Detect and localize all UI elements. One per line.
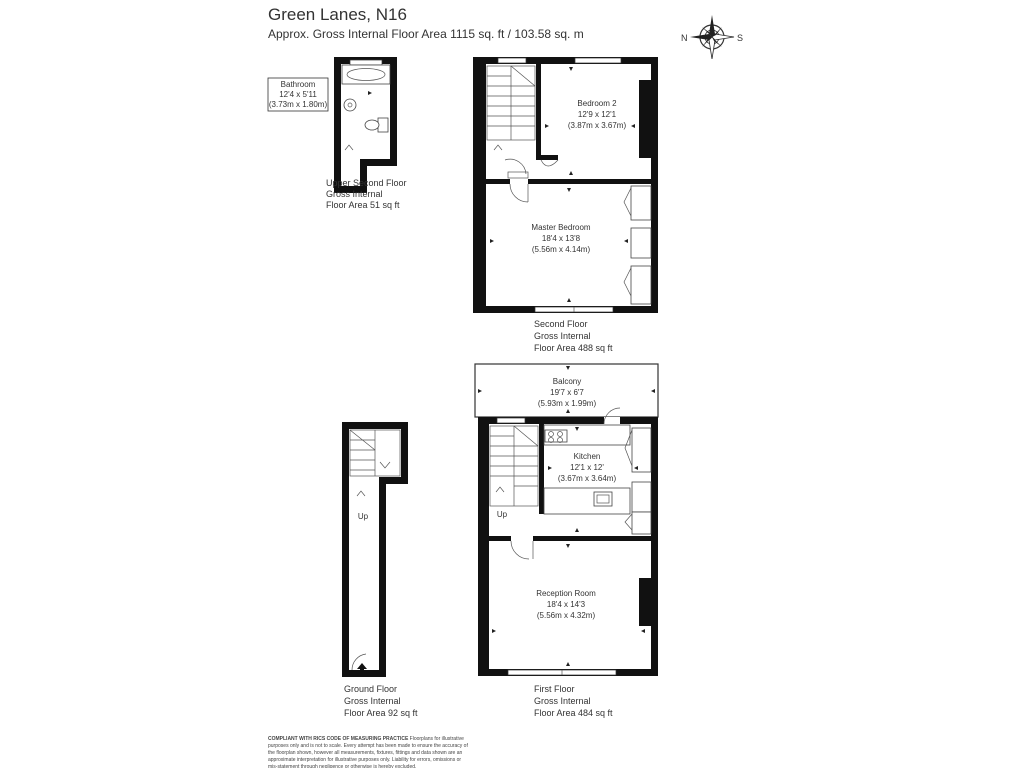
wardrobe-1 — [631, 186, 651, 220]
disclaimer-line2: purposes only and is not to scale. Every attempt has been made to ensure the accuracy of — [268, 743, 468, 749]
svg-text:COMPLIANT WITH RICS CODE OF ME — [268, 736, 464, 742]
second-floor-line2: Gross Internal — [534, 331, 591, 341]
kitchen-name: Kitchen — [573, 452, 601, 461]
chimney-breast-bedroom2 — [639, 80, 651, 158]
toilet-icon — [378, 118, 388, 132]
kitchen-metric: (3.67m x 3.64m) — [557, 474, 617, 483]
reception-imperial: 18'4 x 14'3 — [546, 600, 586, 609]
second-floor-staircase — [487, 66, 535, 150]
second-floor-outer-walls — [473, 57, 658, 313]
disclaimer-line4: approximate interpretation for illustrative purposes only. Liability for errors, omissions or — [268, 757, 462, 763]
kitchen-imperial: 12'1 x 12' — [570, 463, 604, 472]
compass-rose-icon — [681, 15, 743, 59]
disclaimer-line5: mis-statement through negligence or otherwise is hereby excluded. — [268, 764, 417, 768]
balcony-metric: (5.93m x 1.99m) — [537, 399, 597, 408]
second-floor-area: Floor Area 488 sq ft — [534, 343, 613, 353]
ground-floor-name: Ground Floor — [344, 684, 398, 694]
balcony-imperial: 19'7 x 6'7 — [550, 388, 584, 397]
bathroom-metric: (3.73m x 1.80m) — [268, 100, 328, 109]
disclaimer — [268, 736, 468, 768]
second-floor-plan — [473, 57, 658, 313]
master-bedroom-metric: (5.56m x 4.14m) — [531, 245, 591, 254]
ground-floor-area: Floor Area 92 sq ft — [344, 708, 418, 718]
bathroom-window — [350, 60, 382, 65]
bathroom-imperial: 12'4 x 5'11 — [279, 90, 317, 99]
master-bedroom-imperial: 18'4 x 13'8 — [541, 234, 581, 243]
window-top-left — [498, 58, 526, 63]
kitchen-worktop-bottom — [544, 488, 630, 514]
first-floor-name: First Floor — [534, 684, 575, 694]
upper-second-floor-plan — [334, 57, 397, 193]
disclaimer-line1: Floorplans for illustrative — [408, 736, 464, 742]
window-top-bedroom2 — [575, 58, 621, 63]
bedroom2-metric: (3.87m x 3.67m) — [567, 121, 627, 130]
balcony-name: Balcony — [552, 377, 582, 386]
first-floor-plan — [475, 364, 658, 676]
plan-subtitle: Approx. Gross Internal Floor Area 1115 sq. ft / 103.58 sq. m — [268, 27, 584, 41]
wardrobe-3 — [631, 266, 651, 304]
ground-floor-plan — [342, 422, 408, 677]
disclaimer-line3: the floorplan shown, however all measurements, fixtures, fittings and data shown are an — [268, 750, 463, 756]
bathroom-name: Bathroom — [280, 80, 316, 89]
compass-north-label: N — [681, 33, 688, 43]
bedroom2-name: Bedroom 2 — [577, 99, 617, 108]
ground-floor-up-label: Up — [357, 512, 369, 521]
wardrobe-2 — [631, 228, 651, 258]
bedroom2-imperial: 12'9 x 12'1 — [577, 110, 617, 119]
reception-name: Reception Room — [536, 589, 596, 598]
first-floor-staircase — [490, 426, 538, 506]
compass-south-label: S — [737, 33, 744, 43]
upper-second-floor-line2: Gross Internal — [326, 189, 383, 199]
first-floor-line2: Gross Internal — [534, 696, 591, 706]
upper-second-floor-name: Upper Second Floor — [326, 178, 407, 188]
disclaimer-heading: COMPLIANT WITH RICS CODE OF MEASURING PRACTICE — [268, 736, 409, 742]
first-floor-up-label: Up — [496, 510, 508, 519]
second-floor-name: Second Floor — [534, 319, 588, 329]
plan-title: Green Lanes, N16 — [268, 5, 407, 24]
bath-icon — [342, 65, 390, 84]
ground-floor-line2: Gross Internal — [344, 696, 401, 706]
upper-second-floor-area: Floor Area 51 sq ft — [326, 200, 400, 210]
chimney-breast-reception — [639, 578, 651, 626]
first-floor-area: Floor Area 484 sq ft — [534, 708, 613, 718]
basin-icon — [344, 99, 356, 111]
reception-metric: (5.56m x 4.32m) — [536, 611, 596, 620]
master-bedroom-name: Master Bedroom — [531, 223, 591, 232]
